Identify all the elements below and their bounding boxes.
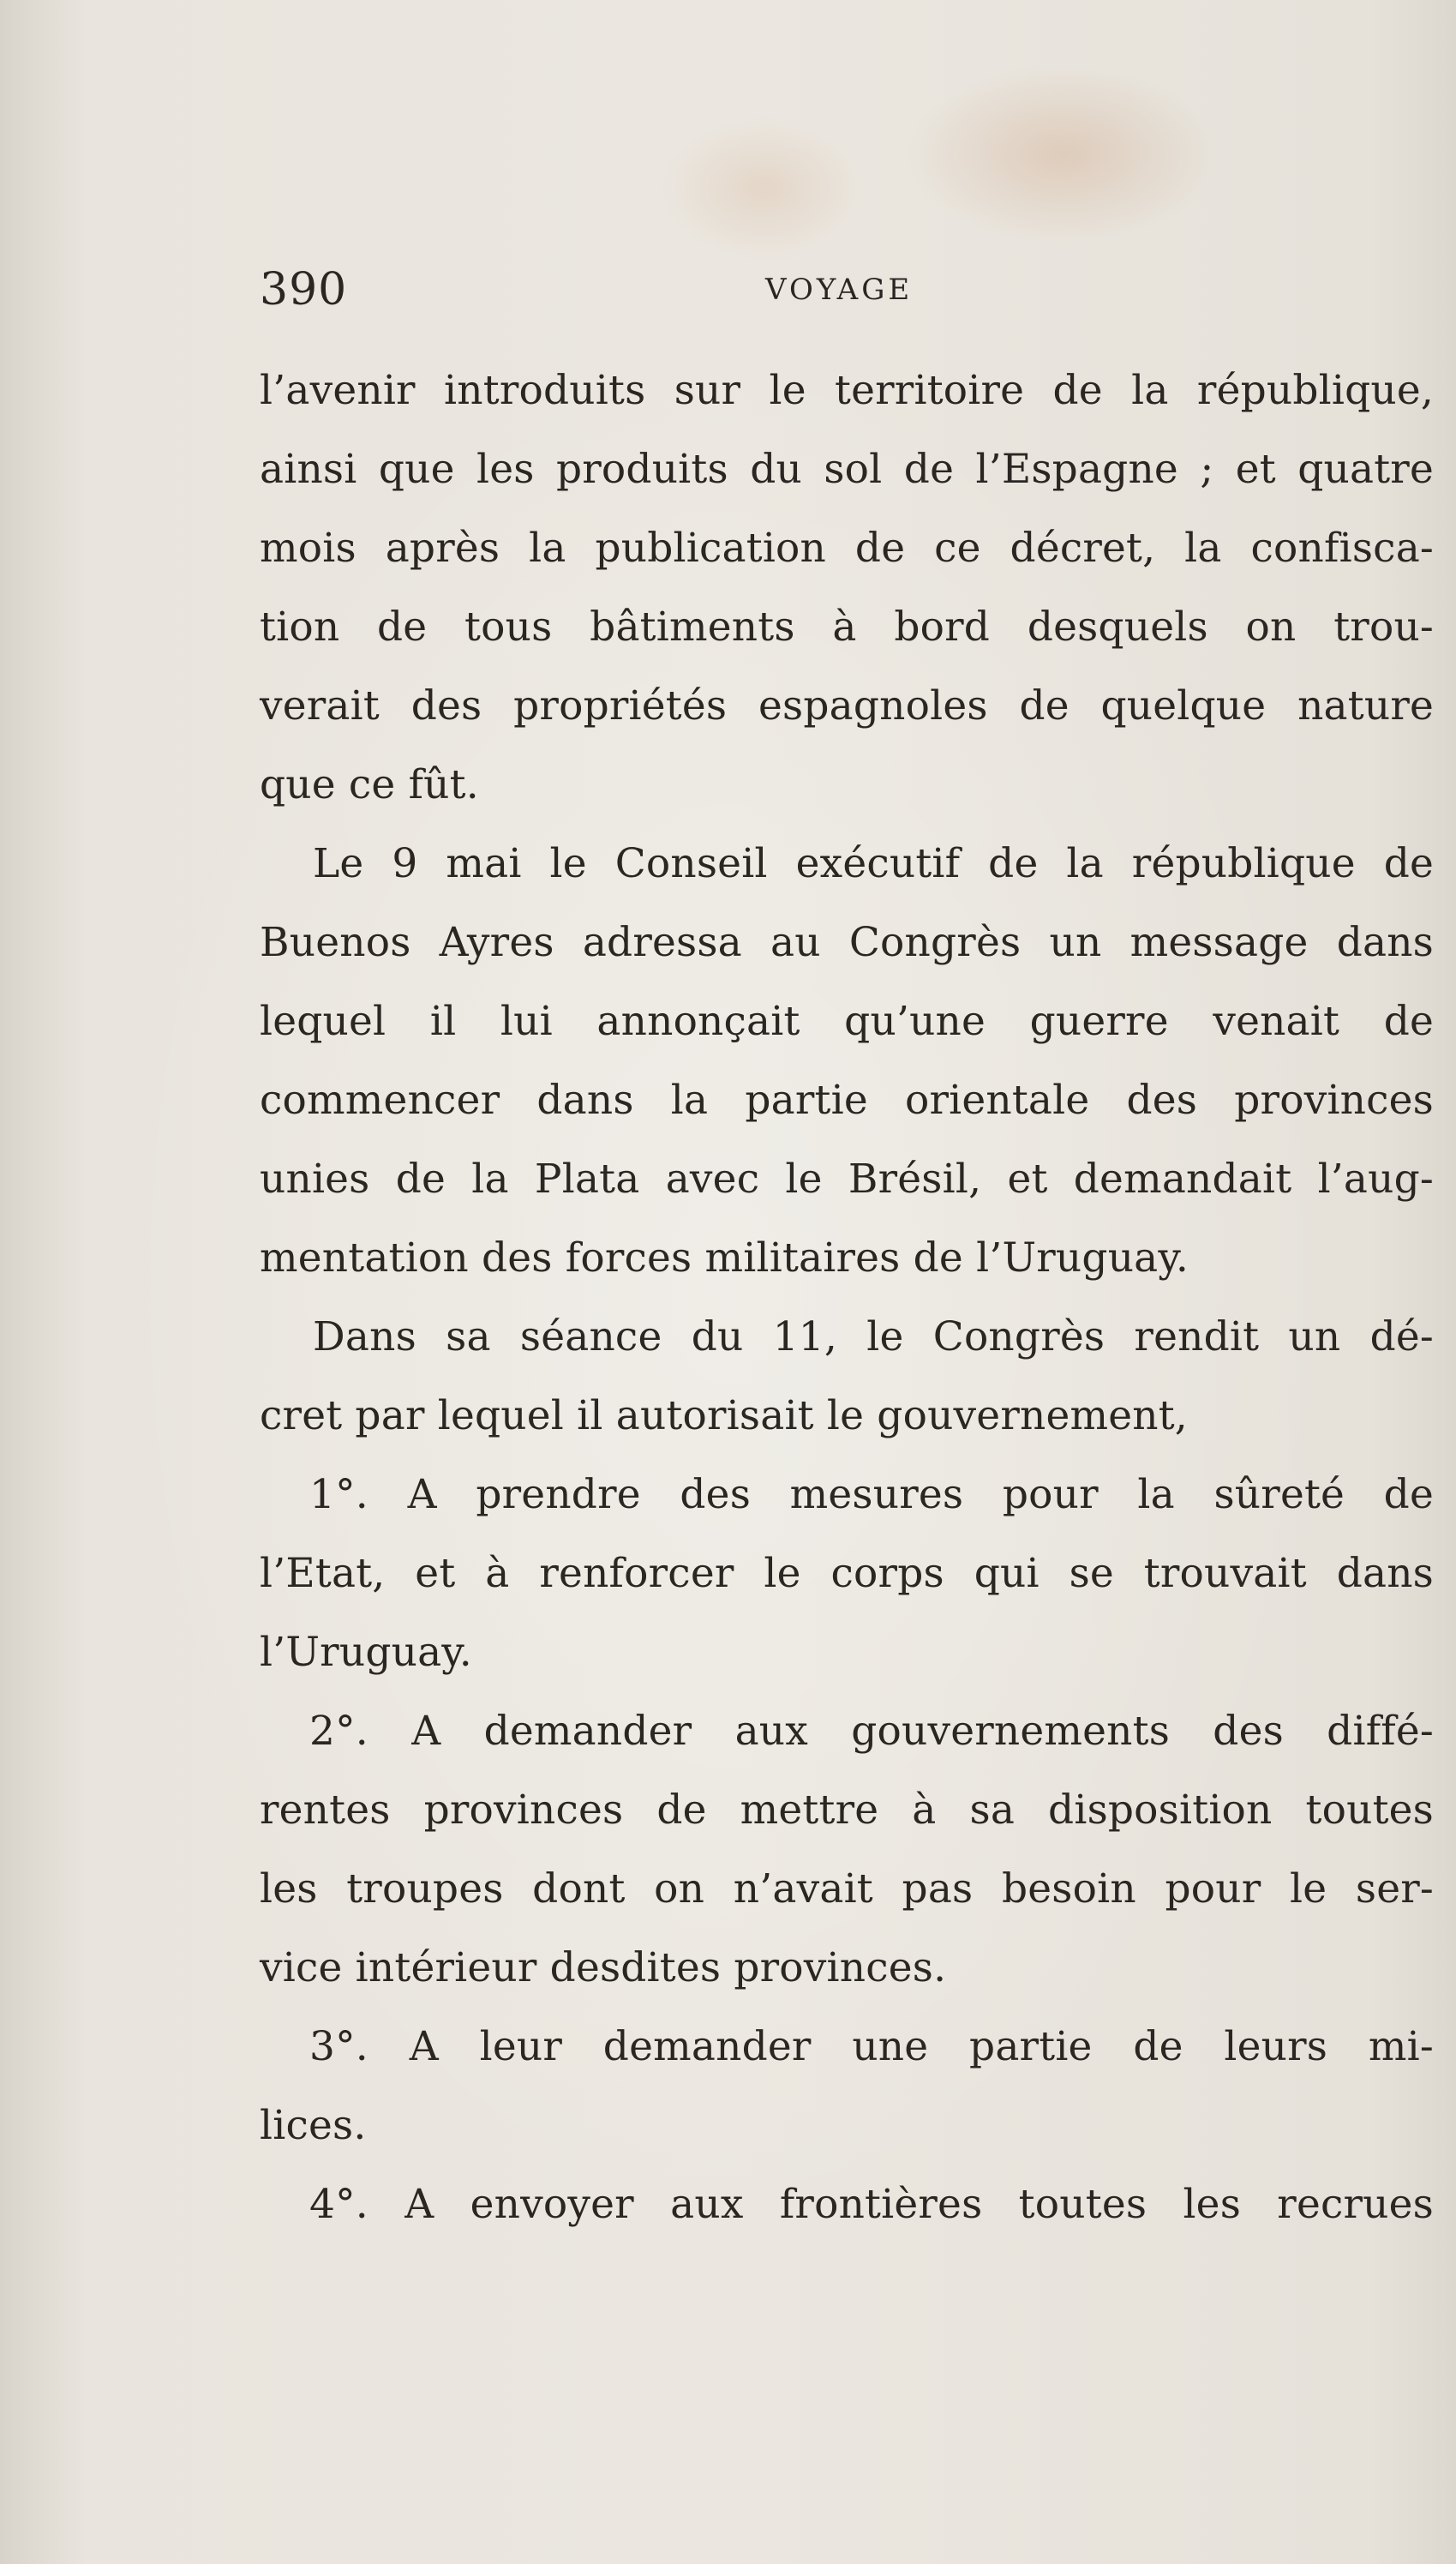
text-line: commencer dans la partie orientale des provinces [260, 1077, 1434, 1124]
text-line: unies de la Plata avec le Brésil, et demandait l’aug- [260, 1156, 1434, 1203]
text-line: que ce fût. [260, 761, 479, 808]
text-line: mois après la publication de ce décret, la confisca- [260, 525, 1434, 572]
text-line: Buenos Ayres adressa au Congrès un message dans [260, 919, 1434, 966]
text-line: Dans sa séance du 11, le Congrès rendit un dé- [313, 1313, 1434, 1360]
list-item-line: 3°. A leur demander une partie de leurs mi- [309, 2023, 1434, 2070]
text-line: Le 9 mai le Conseil exécutif de la république de [313, 840, 1434, 887]
text-line: lequel il lui annonçait qu’une guerre venait de [260, 998, 1434, 1045]
text-line: vice intérieur desdites provinces. [260, 1944, 947, 1991]
text-line: mentation des forces militaires de l’Uruguay. [260, 1234, 1189, 1282]
text-line: l’Etat, et à renforcer le corps qui se trouvait dans [260, 1550, 1434, 1597]
text-line: tion de tous bâtiments à bord desquels on trou- [260, 603, 1434, 651]
list-item-line: 2°. A demander aux gouvernements des diffé- [309, 1708, 1434, 1755]
text-line: verait des propriétés espagnoles de quelque nature [260, 682, 1434, 730]
text-line: rentes provinces de mettre à sa disposition toutes [260, 1786, 1434, 1834]
text-line: l’Uruguay. [260, 1629, 472, 1676]
list-item-line: 4°. A envoyer aux frontières toutes les recrues [309, 2181, 1434, 2228]
text-line: lices. [260, 2102, 367, 2149]
running-header [260, 264, 1434, 315]
list-item-line: 1°. A prendre des mesures pour la sûreté de [309, 1471, 1434, 1518]
text-line: ainsi que les produits du sol de l’Espagne ; et quatre [260, 446, 1434, 493]
running-title: VOYAGE [765, 273, 914, 307]
text-line: cret par lequel il autorisait le gouvernement, [260, 1392, 1188, 1439]
page-number: 390 [260, 264, 348, 315]
text-line: les troupes dont on n’avait pas besoin pour le ser- [260, 1865, 1434, 1912]
body-text [260, 351, 1434, 2244]
text-line: l’avenir introduits sur le territoire de la république, [260, 367, 1434, 414]
